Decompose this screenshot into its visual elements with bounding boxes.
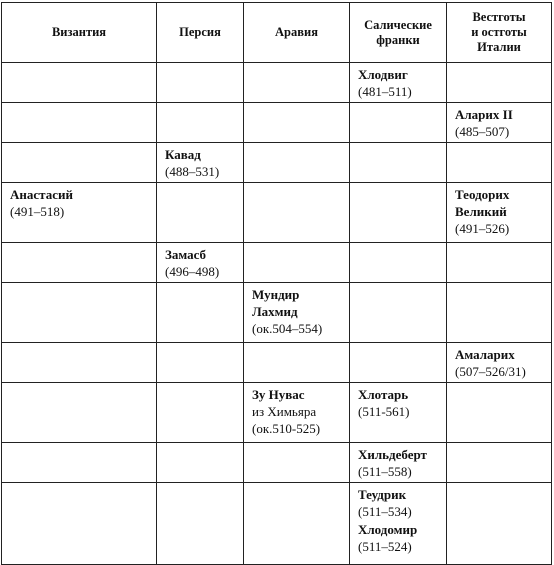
ruler-entry: [165, 246, 237, 280]
ruler-entry: [10, 186, 150, 220]
ruler-name: Лахмид: [252, 304, 298, 319]
table-cell-salian-franks: [350, 243, 447, 283]
ruler-years: (481–511): [358, 84, 412, 99]
ruler-years: (511-561): [358, 404, 410, 419]
table-cell-goths-italy: [447, 383, 552, 443]
ruler-years: (496–498): [165, 264, 220, 279]
table-cell-arabia: [244, 343, 350, 383]
ruler-entry: [358, 386, 440, 420]
table-cell-byzantium: [2, 283, 157, 343]
table-cell-salian-franks: [350, 383, 447, 443]
table-cell-arabia: [244, 443, 350, 483]
table-cell-salian-franks: [350, 103, 447, 143]
table-cell-arabia: [244, 483, 350, 565]
table-cell-salian-franks: [350, 483, 447, 565]
ruler-entry: [358, 446, 440, 480]
ruler-years: (488–531): [165, 164, 220, 179]
table-cell-goths-italy: [447, 443, 552, 483]
table-cell-goths-italy: [447, 143, 552, 183]
table-cell-persia: [157, 343, 244, 383]
table-cell-arabia: [244, 383, 350, 443]
ruler-name: Великий: [455, 204, 507, 219]
table-row: [2, 143, 552, 183]
ruler-years: (491–518): [10, 204, 65, 219]
table-cell-byzantium: [2, 103, 157, 143]
ruler-years: (485–507): [455, 124, 510, 139]
table-cell-salian-franks: [350, 443, 447, 483]
table-cell-persia: [157, 443, 244, 483]
table-cell-arabia: [244, 183, 350, 243]
ruler-entry: [165, 146, 237, 180]
table-row: [2, 483, 552, 565]
table-cell-persia: [157, 243, 244, 283]
ruler-name: Аларих II: [455, 107, 513, 122]
table-cell-goths-italy: [447, 283, 552, 343]
table-cell-goths-italy: [447, 183, 552, 243]
ruler-name: Зу Нувас: [252, 387, 305, 402]
table-cell-persia: [157, 183, 244, 243]
column-header-line: Аравия: [275, 25, 318, 39]
column-header-line: Византия: [51, 25, 107, 39]
table-cell-byzantium: [2, 343, 157, 383]
ruler-entry: [252, 286, 343, 337]
table-cell-goths-italy: [447, 483, 552, 565]
table-cell-persia: [157, 143, 244, 183]
table-cell-goths-italy: [447, 343, 552, 383]
table-cell-persia: [157, 63, 244, 103]
column-header-byzantium: [2, 3, 157, 63]
table-row: [2, 283, 552, 343]
ruler-name: Мундир: [252, 287, 300, 302]
table-cell-goths-italy: [447, 63, 552, 103]
table-cell-goths-italy: [447, 103, 552, 143]
table-cell-salian-franks: [350, 63, 447, 103]
ruler-entry: [455, 186, 545, 237]
table-cell-byzantium: [2, 443, 157, 483]
table-row: [2, 63, 552, 103]
table-cell-arabia: [244, 103, 350, 143]
table-cell-salian-franks: [350, 183, 447, 243]
ruler-years: (491–526): [455, 221, 510, 236]
column-header-line: и остготы: [471, 25, 527, 39]
ruler-entry: [455, 346, 545, 380]
column-header-line: Салические: [364, 17, 432, 32]
ruler-entry: [455, 106, 545, 140]
ruler-years: (ок.510-525): [252, 421, 321, 436]
table-cell-persia: [157, 283, 244, 343]
table-cell-arabia: [244, 243, 350, 283]
table-row: [2, 383, 552, 443]
table-cell-arabia: [244, 143, 350, 183]
table-row: [2, 243, 552, 283]
header-row: [2, 3, 552, 63]
table-cell-byzantium: [2, 143, 157, 183]
ruler-entry: [252, 386, 343, 437]
table-cell-salian-franks: [350, 283, 447, 343]
table-body: [2, 63, 552, 565]
table-cell-persia: [157, 103, 244, 143]
table-cell-persia: [157, 383, 244, 443]
ruler-origin: из Химьяра: [252, 404, 317, 419]
ruler-entry: [358, 66, 440, 100]
table-cell-byzantium: [2, 483, 157, 565]
ruler-name: Хлодвиг: [358, 67, 408, 82]
table-cell-byzantium: [2, 383, 157, 443]
ruler-years: (511–558): [358, 464, 412, 479]
column-header-salian-franks: [350, 3, 447, 63]
table-cell-byzantium: [2, 63, 157, 103]
ruler-name: Хлотарь: [358, 387, 409, 402]
ruler-name: Хильдеберт: [358, 447, 427, 462]
table-cell-byzantium: [2, 183, 157, 243]
ruler-name: Хлодомир: [358, 522, 418, 537]
ruler-years: (507–526/31): [455, 364, 526, 379]
table-cell-salian-franks: [350, 343, 447, 383]
column-header-arabia: [244, 3, 350, 63]
table-cell-salian-franks: [350, 143, 447, 183]
table-cell-arabia: [244, 63, 350, 103]
ruler-entry: [358, 486, 440, 520]
ruler-name: Теудрик: [358, 487, 407, 502]
ruler-name: Замасб: [165, 247, 207, 262]
table-row: [2, 343, 552, 383]
ruler-name: Анастасий: [10, 187, 73, 202]
ruler-name: Кавад: [165, 147, 201, 162]
column-header-line: Вестготы: [472, 10, 526, 24]
table-cell-persia: [157, 483, 244, 565]
column-header-line: франки: [376, 32, 420, 47]
ruler-years: (511–534): [358, 504, 412, 519]
table-row: [2, 183, 552, 243]
table-cell-goths-italy: [447, 243, 552, 283]
table-cell-arabia: [244, 283, 350, 343]
ruler-years: (511–524): [358, 539, 412, 554]
rulers-table: [1, 2, 552, 565]
table-cell-byzantium: [2, 243, 157, 283]
ruler-years: (ок.504–554): [252, 321, 323, 336]
ruler-entry: [358, 521, 440, 555]
table-row: [2, 103, 552, 143]
ruler-name: Теодорих: [455, 187, 510, 202]
column-header-persia: [157, 3, 244, 63]
ruler-name: Амаларих: [455, 347, 515, 362]
column-header-goths-italy: [447, 3, 552, 63]
table-row: [2, 443, 552, 483]
column-header-line: Персия: [179, 25, 221, 39]
column-header-line: Италии: [477, 40, 521, 54]
